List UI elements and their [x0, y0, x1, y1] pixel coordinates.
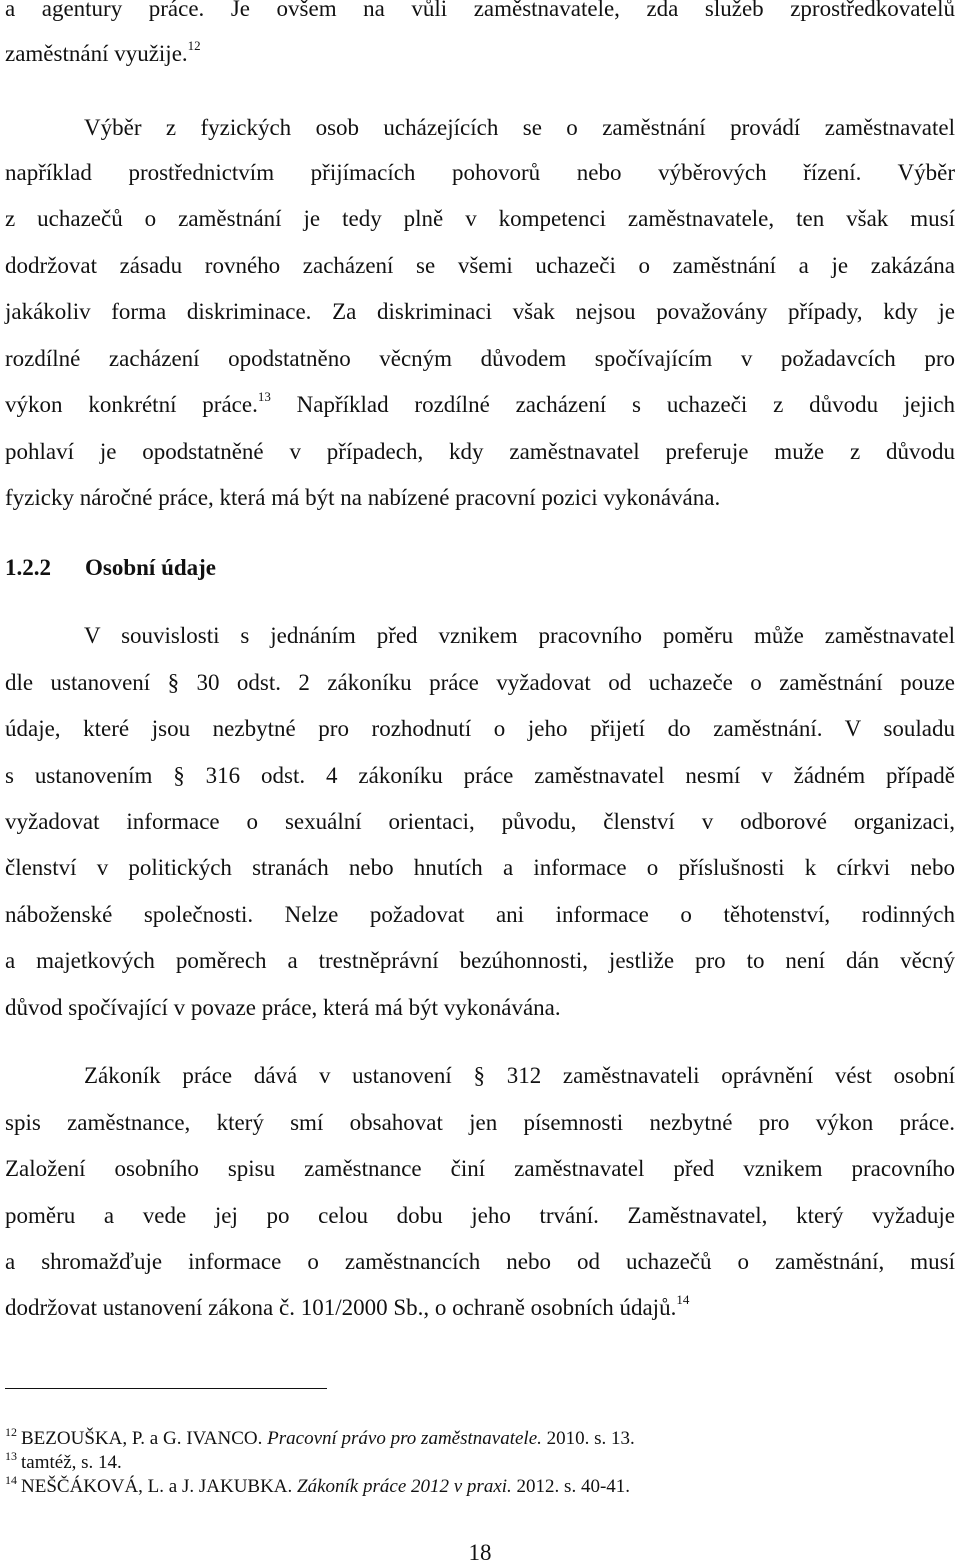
section-title: Osobní údaje — [85, 555, 217, 580]
paragraph-line: s ustanovením § 316 odst. 4 zákoníku práce zaměstnavatel nesmí v žádném případě — [5, 763, 955, 788]
footnote-ref[interactable]: 14 — [676, 1292, 690, 1307]
paragraph-line: náboženské společnosti. Nelze požadovat ani informace o těhotenství, rodinných — [5, 902, 955, 927]
paragraph-line: dodržovat ustanovení zákona č. 101/2000 Sb., o ochraně osobních údajů.$^{14}$ — [5, 1292, 690, 1320]
paragraph-line: jakákoliv forma diskriminace. Za diskriminaci však nejsou považovány případy, kdy je — [5, 299, 955, 324]
paragraph-line: a majetkových poměrech a trestněprávní bezúhonnosti, jestliže pro to není dán věcný — [5, 948, 955, 973]
paragraph-line: spis zaměstnance, který smí obsahovat jen písemnosti nezbytné pro výkon práce. — [5, 1110, 955, 1135]
paragraph-line: Založení osobního spisu zaměstnance činí zaměstnavatel před vznikem pracovního — [5, 1156, 955, 1181]
footnote: $^{14}$ NEŠČÁKOVÁ, L. a J. JAKUBKA. Zákoník práce 2012 v praxi. 2012. s. 40-41. — [5, 1473, 631, 1497]
paragraph-line: například prostřednictvím přijímacích pohovorů nebo výběrových řízení. Výběr — [5, 160, 955, 185]
paragraph-line: zaměstnání využije.$^{12}$ — [5, 38, 201, 66]
paragraph-line: pohlaví je opodstatněné v případech, kdy zaměstnavatel preferuje muže z důvodu — [5, 439, 955, 464]
paragraph-line: rozdílné zacházení opodstatněno věcným důvodem spočívajícím v požadavcích pro — [5, 346, 955, 371]
section-heading — [5, 553, 216, 583]
footnote: $^{13}$ tamtéž, s. 14. — [5, 1449, 122, 1473]
footnote: $^{12}$ BEZOUŠKA, P. a G. IVANCO. Pracovní právo pro zaměstnavatele. 2010. s. 13. — [5, 1425, 635, 1449]
footnote-separator — [5, 1388, 327, 1389]
page-number: 18 — [468, 1540, 492, 1565]
paragraph-line: výkon konkrétní práce.$^{13}$ Například rozdílné zacházení s uchazeči z důvodu jejich — [5, 389, 955, 417]
paragraph-line: údaje, které jsou nezbytné pro rozhodnutí o jeho přijetí do zaměstnání. V souladu — [5, 716, 955, 741]
paragraph-line: z uchazečů o zaměstnání je tedy plně v kompetenci zaměstnavatele, ten však musí — [5, 206, 955, 231]
paragraph-line: fyzicky náročné práce, která má být na nabízené pracovní pozici vykonávána. — [5, 485, 721, 510]
section-number: 1.2.2 — [5, 555, 51, 580]
paragraph-line: Zákoník práce dává v ustanovení § 312 zaměstnavateli oprávnění vést osobní — [84, 1063, 955, 1088]
paragraph-line: vyžadovat informace o sexuální orientaci, původu, členství v odborové organizaci, — [5, 809, 955, 834]
paragraph-line: V souvislosti s jednáním před vznikem pracovního poměru může zaměstnavatel — [84, 623, 955, 648]
paragraph-line: dle ustanovení § 30 odst. 2 zákoníku práce vyžadovat od uchazeče o zaměstnání pouze — [5, 670, 955, 695]
paragraph-line: Výběr z fyzických osob ucházejících se o zaměstnání provádí zaměstnavatel — [84, 115, 955, 140]
footnote-ref[interactable]: 12 — [187, 38, 201, 53]
paragraph-line: členství v politických stranách nebo hnutích a informace o příslušnosti k církvi nebo — [5, 855, 955, 880]
paragraph-line: důvod spočívající v povaze práce, která má být vykonávána. — [5, 995, 561, 1020]
paragraph-line: dodržovat zásadu rovného zacházení se všemi uchazeči o zaměstnání a je zakázána — [5, 253, 955, 278]
paragraph-line: a shromažďuje informace o zaměstnancích nebo od uchazečů o zaměstnání, musí — [5, 1249, 955, 1274]
paragraph-line: poměru a vede jej po celou dobu jeho trvání. Zaměstnavatel, který vyžaduje — [5, 1203, 955, 1228]
paragraph-line: a agentury práce. Je ovšem na vůli zaměstnavatele, zda služeb zprostředkovatelů — [5, 0, 955, 21]
footnote-ref[interactable]: 13 — [257, 389, 271, 404]
